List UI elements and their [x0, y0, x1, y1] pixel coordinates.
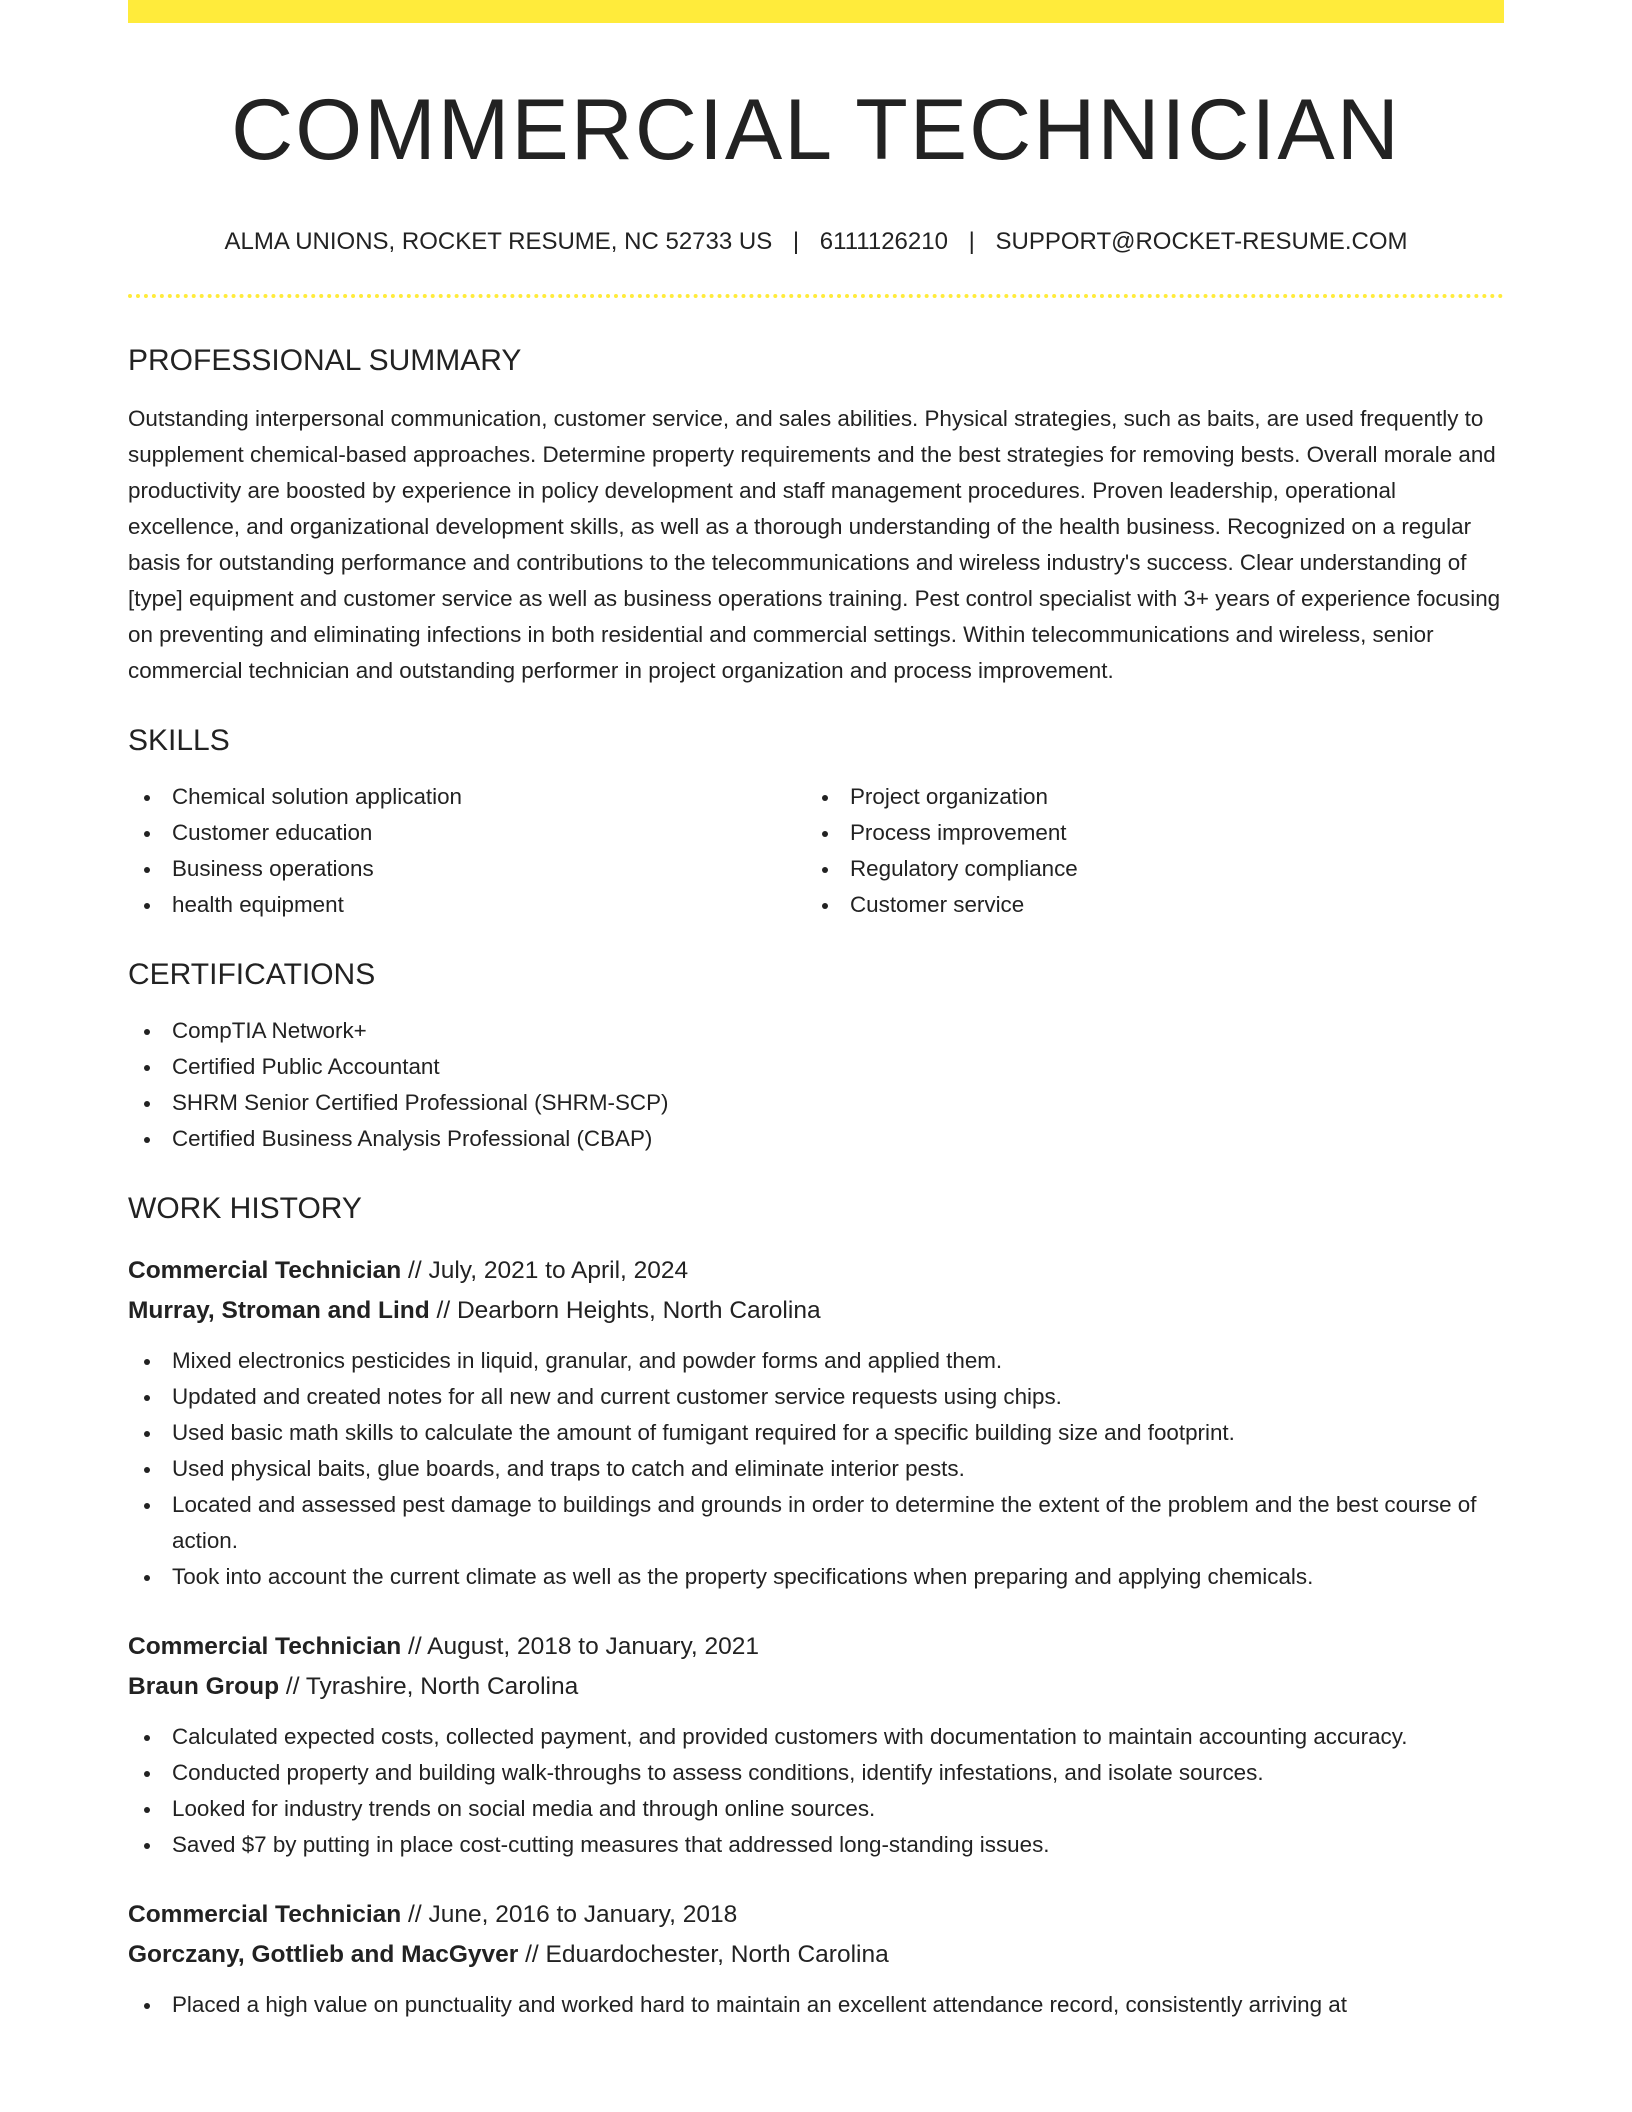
contact-separator: |: [792, 227, 800, 255]
job-bullets: [128, 1343, 1504, 1595]
skill-item: Customer education: [128, 815, 806, 851]
job-company: Murray, Stroman and Lind: [128, 1297, 430, 1325]
skills-list-right: [806, 779, 1484, 923]
work-history-heading: WORK HISTORY: [128, 1192, 362, 1226]
contact-line: [128, 228, 1504, 257]
job-bullet: Took into account the current climate as well as the property specifications when preparing and applying chemicals.: [128, 1559, 1504, 1595]
job-company: Braun Group: [128, 1673, 280, 1701]
job-entry: [128, 1251, 1504, 1595]
certifications-heading: CERTIFICATIONS: [128, 958, 376, 992]
job-bullet: Looked for industry trends on social media and through online sources.: [128, 1791, 1504, 1827]
job-dates: // June, 2016 to January, 2018: [401, 1901, 738, 1929]
job-entry: [128, 1627, 1504, 1863]
contact-separator: |: [968, 227, 975, 255]
job-title-line: [128, 1895, 1504, 1935]
skill-item: Regulatory compliance: [806, 851, 1484, 887]
job-company-line: [128, 1667, 1504, 1707]
job-bullet: Conducted property and building walk-throughs to assess conditions, identify infestations, and isolate sources.: [128, 1755, 1504, 1791]
job-title: Commercial Technician: [128, 1901, 402, 1929]
certification-item: Certified Public Accountant: [128, 1049, 1504, 1085]
job-entry: [128, 1895, 1504, 2023]
skill-item: Business operations: [128, 851, 806, 887]
job-bullet: Used physical baits, glue boards, and traps to catch and eliminate interior pests.: [128, 1451, 1504, 1487]
job-bullet: Updated and created notes for all new and current customer service requests using chips.: [128, 1379, 1504, 1415]
job-bullet: Used basic math skills to calculate the amount of fumigant required for a specific building size and footprint.: [128, 1415, 1504, 1451]
job-bullet: Located and assessed pest damage to buildings and grounds in order to determine the extent of the problem and the best course of action.: [128, 1487, 1504, 1559]
job-location: // Tyrashire, North Carolina: [279, 1673, 579, 1701]
resume-name: COMMERCIAL TECHNICIAN: [231, 82, 1401, 178]
job-title-line: [128, 1251, 1504, 1291]
job-company-line: [128, 1291, 1504, 1331]
certifications-section: [128, 957, 1504, 1157]
skills-heading: SKILLS: [128, 724, 230, 758]
skill-item: health equipment: [128, 887, 806, 923]
dotted-divider: [128, 294, 1504, 298]
job-company-line: [128, 1935, 1504, 1975]
contact-email: SUPPORT@ROCKET-RESUME.COM: [995, 227, 1408, 255]
job-bullet: Placed a high value on punctuality and worked hard to maintain an excellent attendance record, consistently arriving at: [128, 1987, 1504, 2023]
job-title: Commercial Technician: [128, 1257, 402, 1285]
job-dates: // August, 2018 to January, 2021: [401, 1633, 760, 1661]
certification-item: CompTIA Network+: [128, 1013, 1504, 1049]
job-bullet: Mixed electronics pesticides in liquid, granular, and powder forms and applied them.: [128, 1343, 1504, 1379]
accent-top-bar: [128, 0, 1504, 23]
certification-item: Certified Business Analysis Professional (CBAP): [128, 1121, 1504, 1157]
resume-page: [128, 0, 1504, 2023]
job-bullets: [128, 1987, 1504, 2023]
skills-grid: [128, 779, 1504, 923]
skill-item: Chemical solution application: [128, 779, 806, 815]
job-bullets: [128, 1719, 1504, 1863]
skills-section: [128, 723, 1504, 923]
summary-text: Outstanding interpersonal communication, customer service, and sales abilities. Physical strategies, such as baits, are used frequently to supplement chemical-based approaches. Determine property requirements and the best strategies for removing bests. Overall morale and productivity are boosted by experience in policy development and staff management procedures. Proven leadership, operational excellence, and organizational development skills, as well as a thorough understanding of the health business. Recognized on a regular basis for outstanding performance and contributions to the telecommunications and wireless industry's success. Clear understanding of [type] equipment and customer service as well as business operations training. Pest control specialist with 3+ years of experience focusing on preventing and eliminating infections in both residential and commercial settings. Within telecommunications and wireless, senior commercial technician and outstanding performer in project organization and process improvement.: [128, 406, 1501, 684]
job-dates: // July, 2021 to April, 2024: [401, 1257, 689, 1285]
job-title-line: [128, 1627, 1504, 1667]
certifications-list: [128, 1013, 1504, 1157]
skill-item: Project organization: [806, 779, 1484, 815]
summary-heading: PROFESSIONAL SUMMARY: [128, 344, 522, 378]
job-bullet: Calculated expected costs, collected payment, and provided customers with documentation to maintain accounting accuracy.: [128, 1719, 1504, 1755]
summary-section: [128, 343, 1504, 689]
job-company: Gorczany, Gottlieb and MacGyver: [128, 1941, 519, 1969]
contact-phone: 6111126210: [819, 227, 948, 255]
job-location: // Eduardochester, North Carolina: [518, 1941, 889, 1969]
work-history-section: [128, 1191, 1504, 2023]
certification-item: SHRM Senior Certified Professional (SHRM-SCP): [128, 1085, 1504, 1121]
skills-list-left: [128, 779, 806, 923]
skill-item: Customer service: [806, 887, 1484, 923]
job-location: // Dearborn Heights, North Carolina: [429, 1297, 821, 1325]
job-title: Commercial Technician: [128, 1633, 402, 1661]
contact-address: ALMA UNIONS, ROCKET RESUME, NC 52733 US: [224, 227, 773, 255]
skill-item: Process improvement: [806, 815, 1484, 851]
job-bullet: Saved $7 by putting in place cost-cutting measures that addressed long-standing issues.: [128, 1827, 1504, 1863]
